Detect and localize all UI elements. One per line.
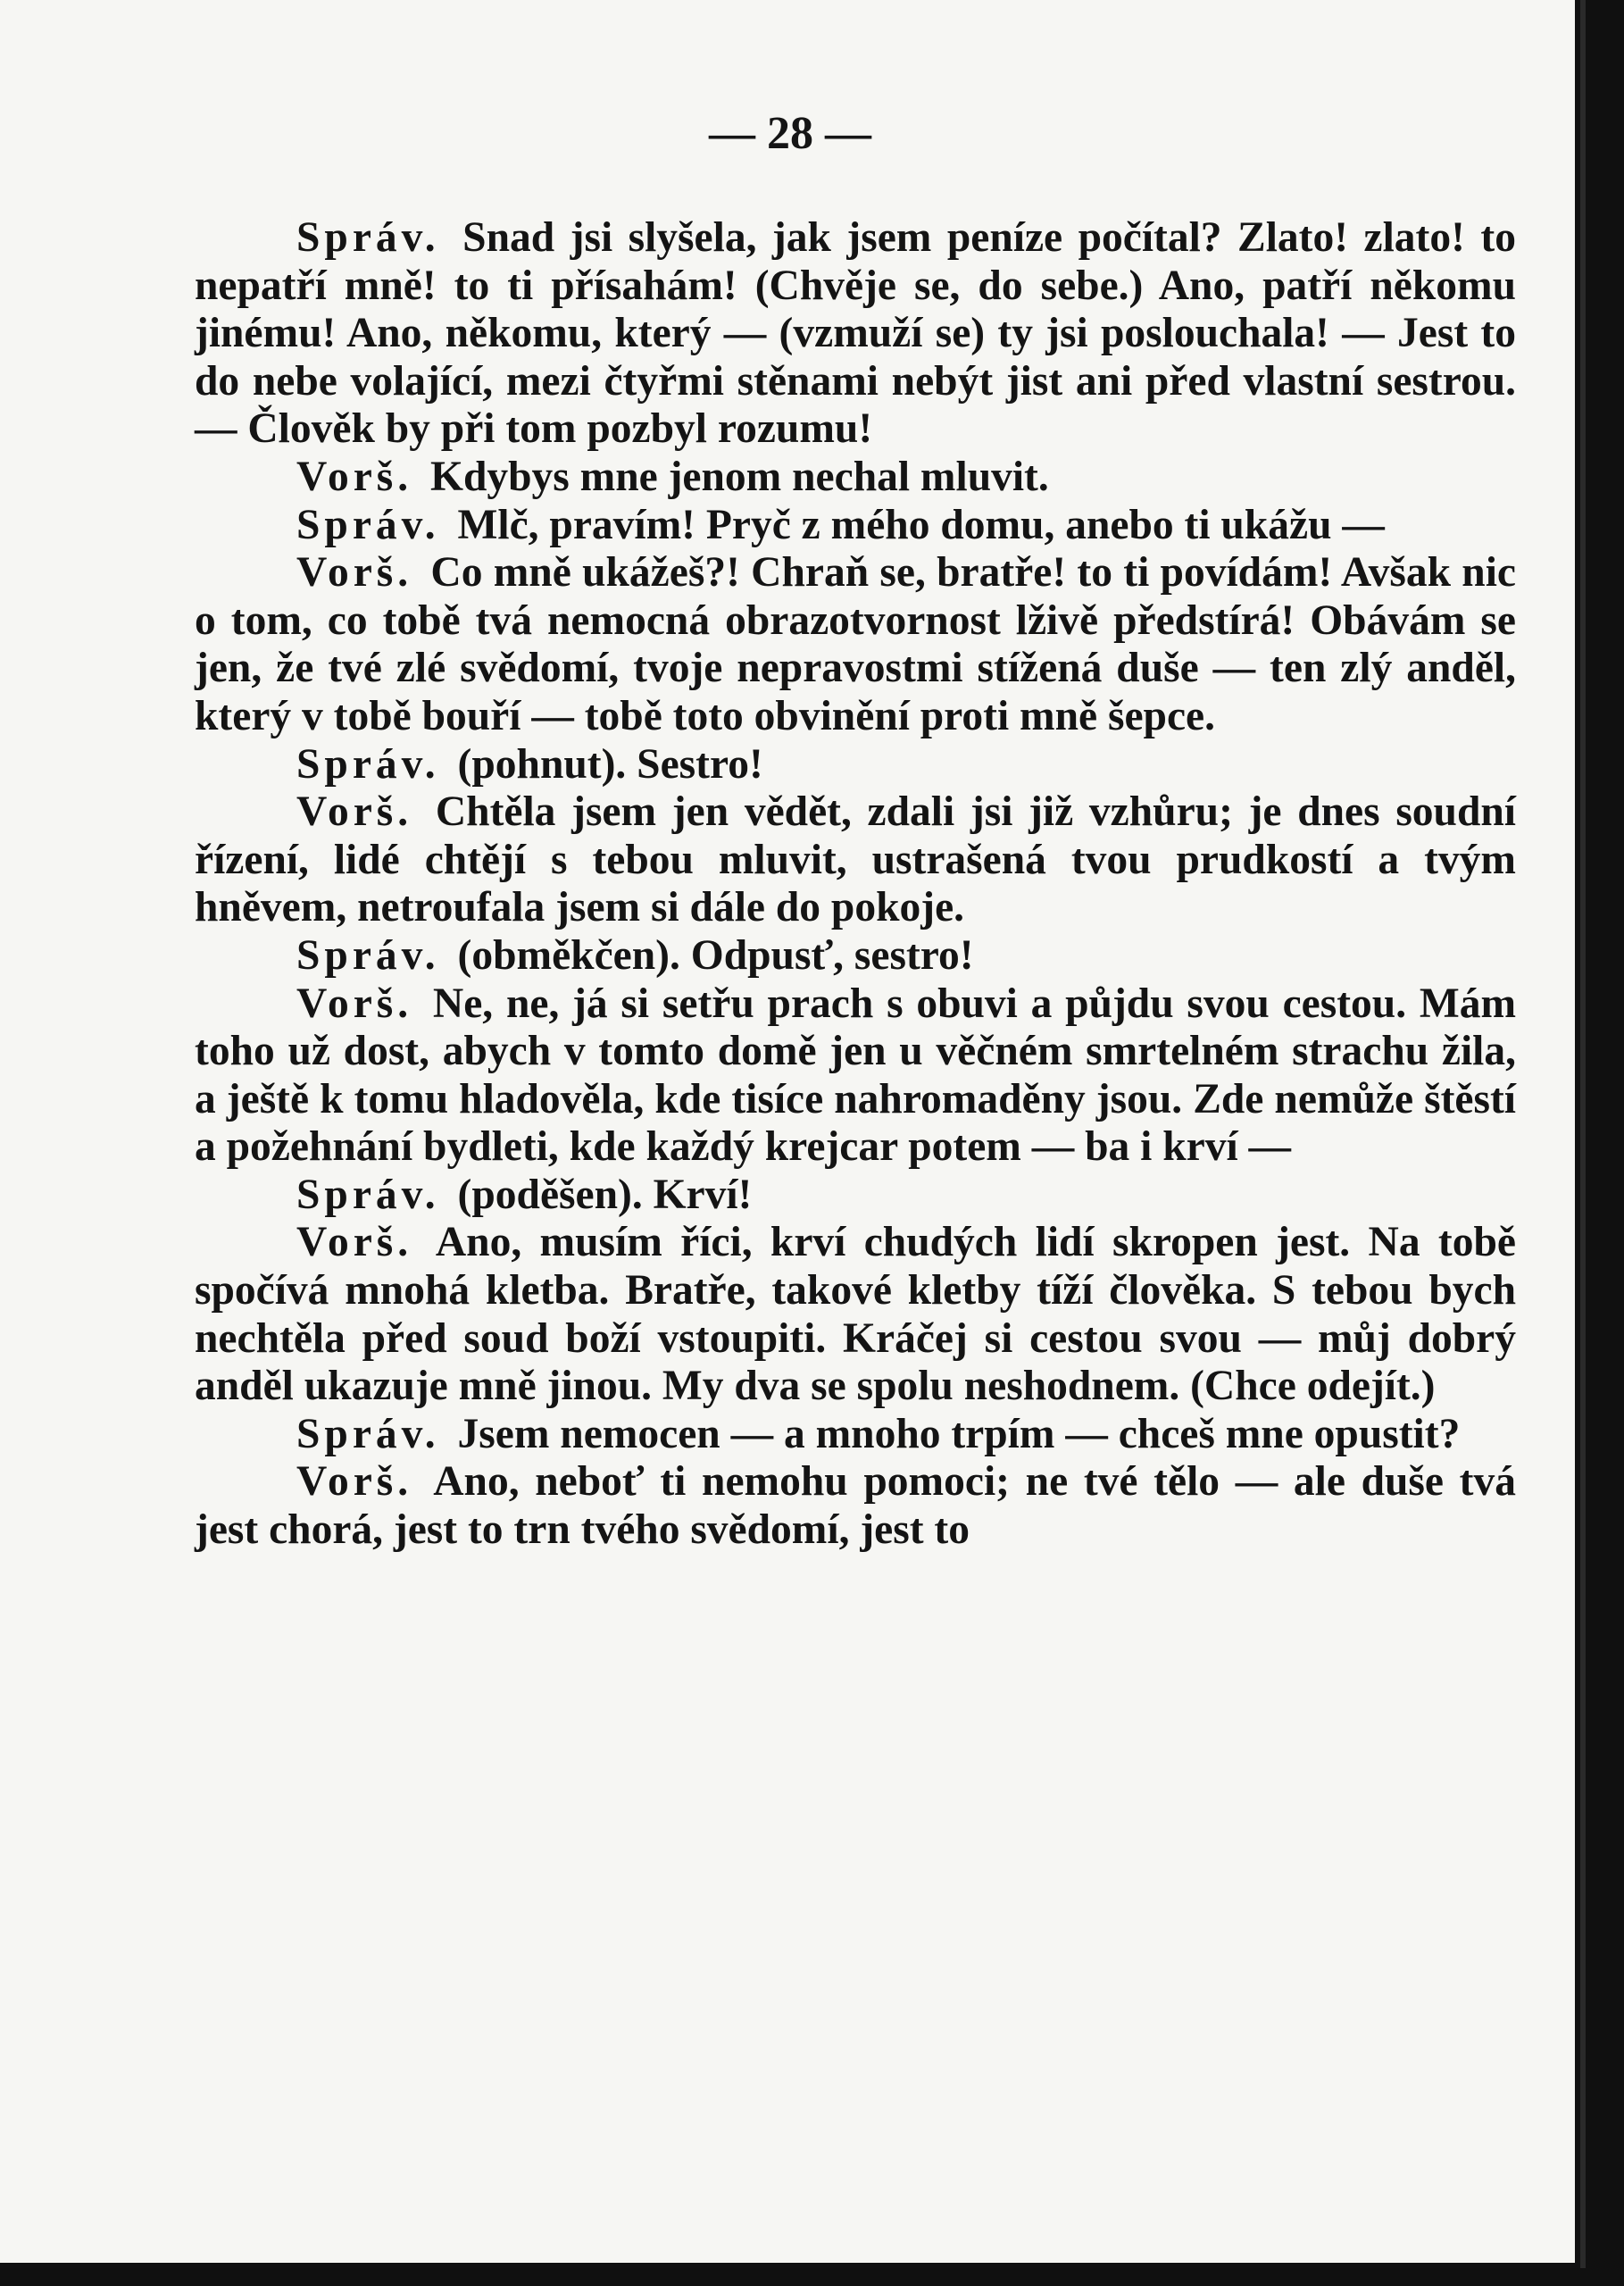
paragraph-text: Jsem nemocen — a mnoho trpím — chceš mne opustit? bbox=[457, 1410, 1461, 1457]
paragraph-text: (obměkčen). Odpusť, sestro! bbox=[457, 931, 974, 979]
dialogue-paragraph bbox=[195, 932, 1516, 980]
speaker-name: Vorš. bbox=[296, 1458, 413, 1506]
paragraph-text: Mlč, pravím! Pryč z mého domu, anebo ti ukážu — bbox=[457, 501, 1385, 548]
scan-edge-bottom bbox=[0, 2268, 1624, 2286]
paragraph-text: Kdybys mne jenom nechal mluvit. bbox=[430, 453, 1049, 500]
speaker-name: Správ. bbox=[296, 740, 440, 788]
speaker-name: Správ. bbox=[296, 501, 440, 548]
paragraph-text: Co mně ukážeš?! Chraň se, bratře! to ti povídám! Avšak nic o tom, co tobě tvá nemocná obrazotvornost lživě předstírá! Obávám se jen, že tvé zlé svědomí, tvoje nepravostmi stížená duše — ten zlý anděl, který v tobě bouří — tobě toto obvinění proti mně šepce. bbox=[195, 549, 1517, 739]
paragraph-text: Ano, neboť ti nemohu pomoci; ne tvé tělo — ale duše tvá jest chorá, jest to trn tvého svědomí, jest to bbox=[195, 1458, 1516, 1554]
dialogue-paragraph bbox=[195, 1172, 1516, 1220]
page-number: — 28 — bbox=[709, 108, 871, 159]
speaker-name: Správ. bbox=[296, 1410, 440, 1457]
dialogue-paragraph bbox=[195, 454, 1516, 502]
dialogue-paragraph bbox=[195, 1219, 1516, 1410]
paragraph-text: Chtěla jsem jen vědět, zdali jsi již vzhůru; je dnes soudní řízení, lidé chtějí s tebou mluvit, ustrašená tvou prudkostí a tvým hněvem, netroufala jsem si dále do pokoje. bbox=[195, 788, 1516, 931]
dialogue-paragraph bbox=[195, 980, 1516, 1172]
speaker-name: Správ. bbox=[296, 931, 440, 979]
paragraph-text: Snad jsi slyšela, jak jsem peníze počítal? Zlato! zlato! to nepatří mně! to ti přísahám! (Chvěje se, do sebe.) Ano, patří někomu jinému! Ano, někomu, který — (vzmuží se) ty jsi poslouchala! — Jest to do nebe volající, mezi čtyřmi stěnami nebýt jist ani před vlastní sestrou. — Člověk by při tom pozbyl rozumu! bbox=[195, 214, 1516, 453]
paragraph-text: (poděšen). Krví! bbox=[457, 1171, 753, 1218]
paragraph-text: Ano, musím říci, krví chudých lidí skropen jest. Na tobě spočívá mnohá kletba. Bratře, takové kletby tíží člověka. S tebou bych nechtěla před soud boží vstoupiti. Kráčej si cestou svou — můj dobrý anděl ukazuje mně jinou. My dva se spolu neshodnem. (Chce odejít.) bbox=[195, 1219, 1516, 1410]
dialogue-paragraph bbox=[195, 502, 1516, 550]
dialogue-paragraph bbox=[195, 1458, 1516, 1554]
speaker-name: Správ. bbox=[296, 1171, 440, 1218]
dialogue-text bbox=[195, 214, 1516, 1555]
dialogue-paragraph bbox=[195, 549, 1516, 740]
dialogue-paragraph bbox=[195, 741, 1516, 789]
speaker-name: Vorš. bbox=[296, 980, 413, 1027]
speaker-name: Správ. bbox=[296, 214, 440, 261]
speaker-name: Vorš. bbox=[296, 788, 413, 836]
scan-edge-right bbox=[1586, 0, 1624, 2286]
speaker-name: Vorš. bbox=[296, 1219, 413, 1266]
paragraph-text: (pohnut). Sestro! bbox=[457, 740, 763, 788]
dialogue-paragraph bbox=[195, 1411, 1516, 1459]
paragraph-text: Ne, ne, já si setřu prach s obuvi a půjdu svou cestou. Mám toho už dost, abych v tomto domě jen u věčném smrtelném strachu žila, a ještě k tomu hladověla, kde tisíce nahromaděny jsou. Zde nemůže štěstí a požehnání bydleti, kde každý krejcar potem — ba i krví — bbox=[195, 980, 1517, 1171]
speaker-name: Vorš. bbox=[296, 453, 413, 500]
dialogue-paragraph bbox=[195, 214, 1516, 454]
dialogue-paragraph bbox=[195, 788, 1516, 932]
speaker-name: Vorš. bbox=[296, 549, 413, 597]
